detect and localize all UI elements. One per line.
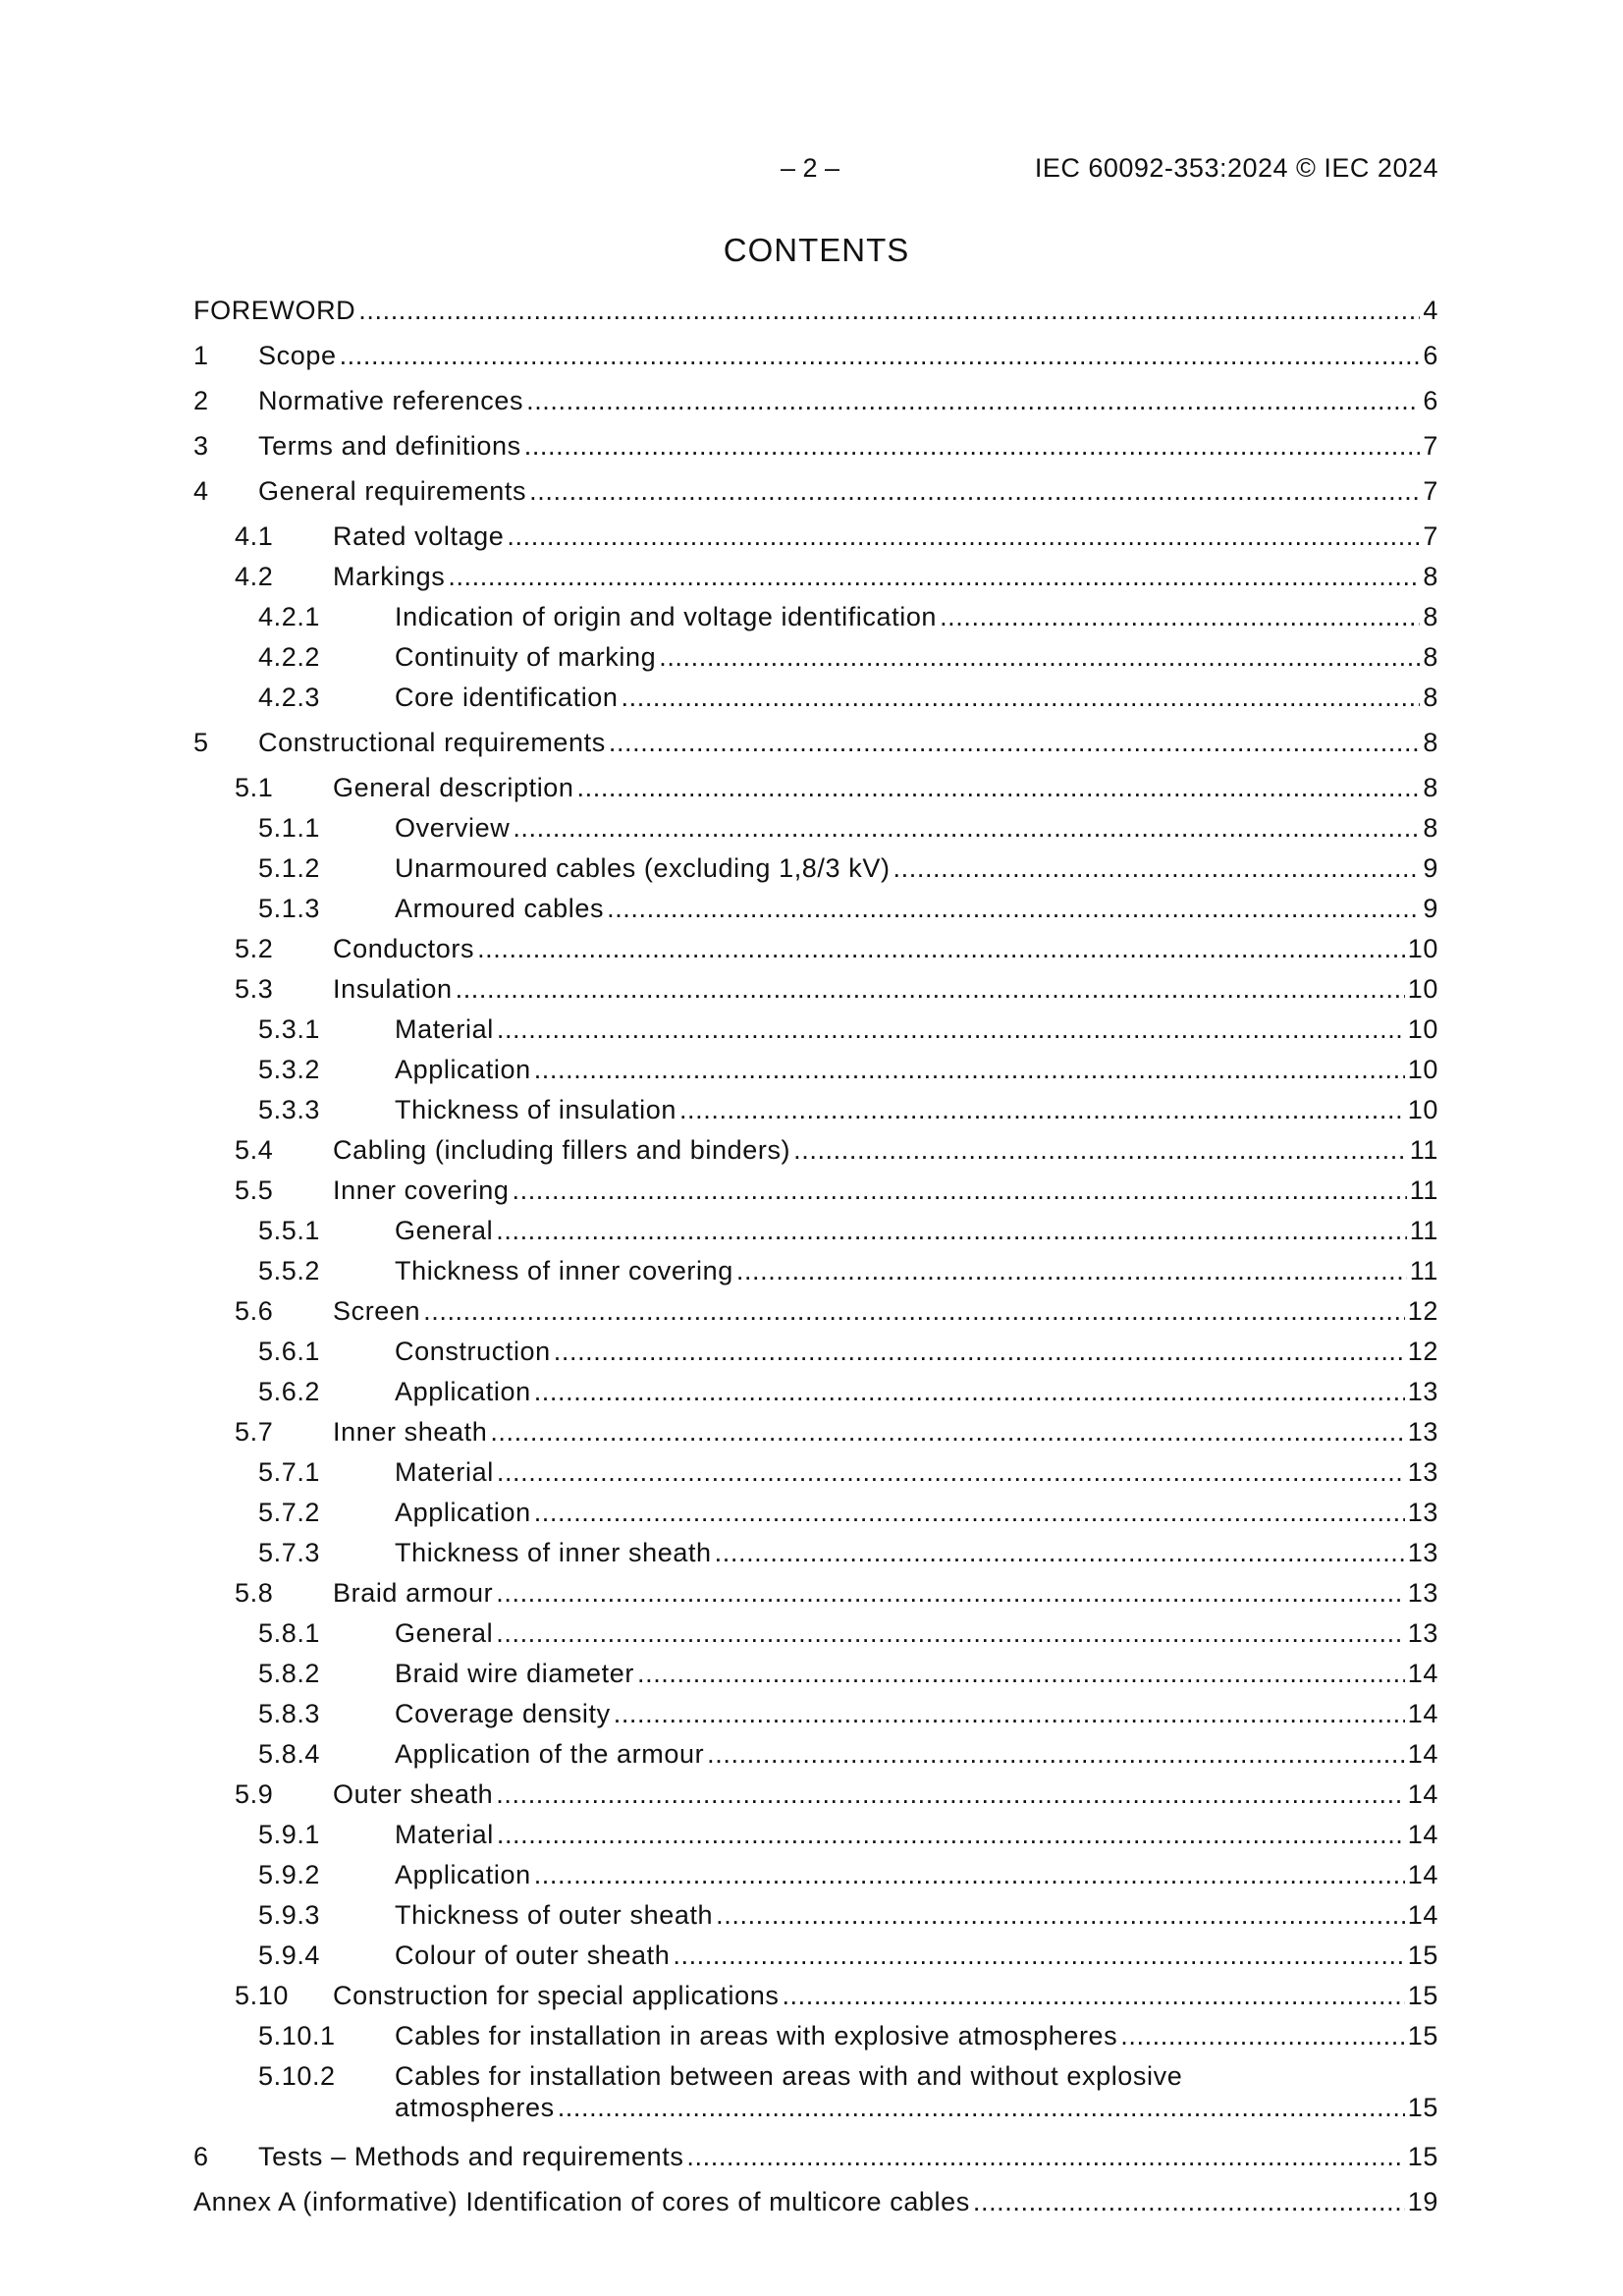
standard-designation: IEC 60092-353:2024 © IEC 2024 xyxy=(1034,153,1438,183)
toc-entry-label: General xyxy=(395,1618,494,1648)
toc-entry-number: 5.5.2 xyxy=(258,1256,321,1285)
toc-entry-number: 5.1.1 xyxy=(258,813,321,843)
toc-entry-number: 5.9.4 xyxy=(258,1941,321,1970)
toc-entry-number: 5.3.1 xyxy=(258,1014,321,1044)
dot-leader xyxy=(496,1577,1405,1609)
toc-entry[interactable] xyxy=(193,1859,1438,1890)
toc-entry-number: 5.6 xyxy=(235,1296,274,1326)
toc-entry-page: 7 xyxy=(1423,476,1438,506)
toc-entry[interactable] xyxy=(193,682,1438,713)
toc-entry[interactable] xyxy=(193,893,1438,924)
dot-leader xyxy=(893,852,1421,884)
toc-entry[interactable] xyxy=(193,1577,1438,1609)
toc-entry-page: 13 xyxy=(1407,1417,1438,1447)
toc-entry-page: 15 xyxy=(1407,1981,1438,2010)
toc-entry-page: 8 xyxy=(1423,642,1438,672)
toc-entry-page: 8 xyxy=(1423,773,1438,802)
toc-entry-page: 12 xyxy=(1407,1296,1438,1326)
toc-entry[interactable] xyxy=(193,933,1438,964)
toc-entry-page: 14 xyxy=(1407,1820,1438,1849)
toc-entry-label: Constructional requirements xyxy=(258,728,606,757)
toc-entry-number: 2 xyxy=(193,386,209,415)
dot-leader xyxy=(448,561,1420,592)
toc-entry[interactable] xyxy=(193,385,1438,416)
toc-entry-page: 10 xyxy=(1407,1014,1438,1044)
toc-entry[interactable] xyxy=(193,1255,1438,1286)
toc-entry[interactable] xyxy=(193,520,1438,552)
dot-leader xyxy=(490,1416,1404,1448)
toc-entry-label: Core identification xyxy=(395,683,619,712)
toc-entry-number: 5.5.1 xyxy=(258,1216,321,1245)
dot-leader xyxy=(716,1899,1405,1931)
dot-leader xyxy=(513,812,1420,844)
toc-entry-page: 13 xyxy=(1407,1618,1438,1648)
toc-entry-number: 4.2.2 xyxy=(258,642,321,672)
toc-entry-label: Annex A (informative) Identification of cores of multicore cables xyxy=(193,2187,970,2216)
toc-entry-number: 5.7.2 xyxy=(258,1498,321,1527)
dot-leader xyxy=(526,385,1420,416)
dot-leader xyxy=(496,1778,1404,1810)
dot-leader xyxy=(534,1376,1405,1407)
dot-leader xyxy=(940,601,1420,632)
toc-entry-number: 5.8.4 xyxy=(258,1739,321,1769)
toc-entry-label-continued: atmospheres xyxy=(395,2093,555,2122)
dot-leader xyxy=(513,1175,1407,1206)
toc-entry[interactable] xyxy=(193,2060,1438,2123)
toc-entry[interactable] xyxy=(193,430,1438,462)
toc-entry-number: 5.7 xyxy=(235,1417,274,1447)
toc-entry-label: Braid wire diameter xyxy=(395,1659,634,1688)
toc-entry-label: Material xyxy=(395,1457,494,1487)
toc-entry-label: FOREWORD xyxy=(193,296,356,325)
toc-entry-page: 7 xyxy=(1423,521,1438,551)
dot-leader xyxy=(496,1215,1407,1246)
toc-entry[interactable] xyxy=(193,1497,1438,1528)
toc-entry-number: 5.4 xyxy=(235,1135,274,1165)
toc-entry[interactable] xyxy=(193,1940,1438,1971)
toc-entry-page: 10 xyxy=(1407,1055,1438,1084)
toc-entry-label: Unarmoured cables (excluding 1,8/3 kV) xyxy=(395,853,891,883)
toc-entry-page: 14 xyxy=(1407,1900,1438,1930)
toc-entry-number: 5.6.2 xyxy=(258,1377,321,1406)
toc-entry-label: General requirements xyxy=(258,476,527,506)
toc-entry-label: Inner sheath xyxy=(333,1417,488,1447)
toc-entry-number: 5.8.2 xyxy=(258,1659,321,1688)
dot-leader xyxy=(659,641,1420,673)
toc-entry-number: 5.5 xyxy=(235,1175,274,1205)
toc-entry-number: 5.9 xyxy=(235,1779,274,1809)
toc-entry[interactable] xyxy=(193,1698,1438,1729)
toc-entry[interactable] xyxy=(193,812,1438,844)
toc-entry-label: Thickness of insulation xyxy=(395,1095,676,1124)
toc-entry-label: Scope xyxy=(258,341,337,370)
toc-entry[interactable] xyxy=(193,1819,1438,1850)
toc-entry-label: Application xyxy=(395,1860,531,1889)
toc-entry-number: 4.1 xyxy=(235,521,274,551)
toc-entry-number: 6 xyxy=(193,2142,209,2171)
toc-entry-label: Overview xyxy=(395,813,511,843)
toc-entry-label: Indication of origin and voltage identification xyxy=(395,602,938,631)
dot-leader xyxy=(497,1819,1405,1850)
toc-entry-label: Terms and definitions xyxy=(258,431,521,461)
toc-entry-page: 8 xyxy=(1423,728,1438,757)
dot-leader xyxy=(1120,2020,1405,2051)
toc-entry-label: Application xyxy=(395,1498,531,1527)
dot-leader xyxy=(637,1658,1405,1689)
toc-entry[interactable] xyxy=(193,1617,1438,1649)
toc-entry-number: 5.8 xyxy=(235,1578,274,1608)
dot-leader xyxy=(973,2186,1405,2217)
toc-entry-label: General description xyxy=(333,773,574,802)
toc-entry[interactable] xyxy=(193,1215,1438,1246)
toc-entry-page: 14 xyxy=(1407,1699,1438,1728)
toc-entry-label: Application xyxy=(395,1377,531,1406)
toc-entry-page: 19 xyxy=(1407,2187,1438,2216)
toc-entry-page: 6 xyxy=(1423,386,1438,415)
toc-entry-number: 5.1.3 xyxy=(258,894,321,923)
toc-entry[interactable] xyxy=(193,1658,1438,1689)
toc-entry-number: 5.8.3 xyxy=(258,1699,321,1728)
toc-entry[interactable] xyxy=(193,1738,1438,1770)
toc-entry-label: Coverage density xyxy=(395,1699,611,1728)
toc-entry-number: 5.3 xyxy=(235,974,274,1004)
toc-entry-label: Outer sheath xyxy=(333,1779,494,1809)
toc-entry-label: Armoured cables xyxy=(395,894,605,923)
dot-leader xyxy=(607,893,1420,924)
dot-leader xyxy=(715,1537,1405,1568)
toc-entry-page: 7 xyxy=(1423,431,1438,461)
toc-entry[interactable] xyxy=(193,340,1438,371)
toc-entry-label: Application xyxy=(395,1055,531,1084)
toc-entry-page: 13 xyxy=(1407,1538,1438,1567)
dot-leader xyxy=(614,1698,1405,1729)
toc-entry[interactable] xyxy=(193,1899,1438,1931)
toc-entry-page: 14 xyxy=(1407,1659,1438,1688)
toc-entry-page: 8 xyxy=(1423,813,1438,843)
toc-entry[interactable] xyxy=(193,1175,1438,1206)
dot-leader xyxy=(529,475,1420,507)
dot-leader xyxy=(622,682,1421,713)
toc-entry-number: 5.1 xyxy=(235,773,274,802)
toc-entry-number: 5.10.2 xyxy=(258,2061,336,2091)
toc-entry-label: Markings xyxy=(333,562,446,591)
toc-entry-page: 11 xyxy=(1409,1135,1438,1165)
toc-entry-label: Cables for installation in areas with explosive atmospheres xyxy=(395,2021,1118,2050)
toc-entry-number: 4.2.3 xyxy=(258,683,321,712)
toc-entry-label: Insulation xyxy=(333,974,453,1004)
toc-entry[interactable] xyxy=(193,2020,1438,2051)
dot-leader xyxy=(609,727,1421,758)
toc-entry-page: 8 xyxy=(1423,562,1438,591)
toc-entry-page: 12 xyxy=(1407,1337,1438,1366)
dot-leader xyxy=(707,1738,1405,1770)
toc-entry-label: Material xyxy=(395,1820,494,1849)
dot-leader xyxy=(736,1255,1407,1286)
toc-entry[interactable] xyxy=(193,2141,1438,2172)
toc-entry[interactable] xyxy=(193,475,1438,507)
toc-entry-label: Thickness of inner sheath xyxy=(395,1538,712,1567)
toc-entry-page: 8 xyxy=(1423,602,1438,631)
toc-entry[interactable] xyxy=(193,1094,1438,1125)
toc-entry-label: Rated voltage xyxy=(333,521,505,551)
toc-entry-number: 5.8.1 xyxy=(258,1618,321,1648)
toc-entry-label: Cables for installation between areas with and without explosive xyxy=(395,2061,1183,2091)
page-number: – 2 – xyxy=(781,153,840,183)
toc-entry-label: General xyxy=(395,1216,494,1245)
toc-entry-page: 10 xyxy=(1407,974,1438,1004)
toc-entry[interactable] xyxy=(193,641,1438,673)
toc-entry-number: 5.10.1 xyxy=(258,2021,336,2050)
toc-entry-page: 14 xyxy=(1407,1860,1438,1889)
toc-entry-label: Thickness of inner covering xyxy=(395,1256,733,1285)
dot-leader xyxy=(456,973,1405,1005)
toc-entry[interactable] xyxy=(193,772,1438,803)
dot-leader xyxy=(358,295,1420,326)
toc-entry-number: 5.2 xyxy=(235,934,274,963)
toc-entry-label: Conductors xyxy=(333,934,475,963)
toc-entry-page: 13 xyxy=(1407,1498,1438,1527)
toc-entry-page: 8 xyxy=(1423,683,1438,712)
toc-entry-label: Application of the armour xyxy=(395,1739,705,1769)
dot-leader xyxy=(534,1859,1405,1890)
toc-entry-label: Construction for special applications xyxy=(333,1981,780,2010)
toc-entry[interactable] xyxy=(193,1980,1438,2011)
toc-entry[interactable] xyxy=(193,1376,1438,1407)
toc-entry[interactable] xyxy=(193,1295,1438,1327)
toc-entry[interactable] xyxy=(193,561,1438,592)
toc-entry[interactable] xyxy=(193,601,1438,632)
toc-entry-page: 4 xyxy=(1423,296,1438,325)
toc-entry[interactable] xyxy=(193,1013,1438,1045)
toc-entry-page: 13 xyxy=(1407,1578,1438,1608)
dot-leader xyxy=(534,1497,1405,1528)
dot-leader xyxy=(423,1295,1405,1327)
dot-leader xyxy=(686,2141,1404,2172)
toc-entry[interactable] xyxy=(193,295,1438,326)
dot-leader xyxy=(793,1134,1407,1166)
toc-entry-number: 5.9.1 xyxy=(258,1820,321,1849)
toc-entry-page: 13 xyxy=(1407,1457,1438,1487)
toc-entry-page: 10 xyxy=(1407,1095,1438,1124)
toc-entry-number: 5.7.3 xyxy=(258,1538,321,1567)
toc-entry-label: Inner covering xyxy=(333,1175,510,1205)
toc-entry-number: 1 xyxy=(193,341,209,370)
toc-entry-number: 3 xyxy=(193,431,209,461)
contents-title: CONTENTS xyxy=(723,232,910,268)
toc-entry-page: 13 xyxy=(1407,1377,1438,1406)
toc-entry-number: 5 xyxy=(193,728,209,757)
toc-entry[interactable] xyxy=(193,852,1438,884)
dot-leader xyxy=(340,340,1421,371)
dot-leader xyxy=(507,520,1420,552)
toc-entry[interactable] xyxy=(193,727,1438,758)
toc-entry-page: 15 xyxy=(1407,2142,1438,2171)
dot-leader xyxy=(534,1054,1405,1085)
toc-entry-number: 4.2.1 xyxy=(258,602,321,631)
toc-entry[interactable] xyxy=(193,1416,1438,1448)
toc-entry-page: 14 xyxy=(1407,1739,1438,1769)
toc-entry-number: 5.9.3 xyxy=(258,1900,321,1930)
dot-leader xyxy=(577,772,1421,803)
toc-entry-page: 11 xyxy=(1409,1216,1438,1245)
toc-entry-page: 14 xyxy=(1407,1779,1438,1809)
toc-entry-label: Cabling (including fillers and binders) xyxy=(333,1135,791,1165)
toc-entry-page: 15 xyxy=(1407,2093,1438,2122)
dot-leader xyxy=(477,933,1405,964)
toc-entry-number: 5.10 xyxy=(235,1981,289,2010)
toc-entry-page: 9 xyxy=(1423,894,1438,923)
toc-entry-page: 15 xyxy=(1407,1941,1438,1970)
dot-leader xyxy=(524,430,1421,462)
toc-entry-label: Construction xyxy=(395,1337,551,1366)
dot-leader xyxy=(679,1094,1405,1125)
toc-entry-label: Normative references xyxy=(258,386,524,415)
toc-entry-page: 10 xyxy=(1407,934,1438,963)
toc-entry-label: Colour of outer sheath xyxy=(395,1941,671,1970)
toc-entry-number: 5.9.2 xyxy=(258,1860,321,1889)
toc-entry-number: 5.7.1 xyxy=(258,1457,321,1487)
dot-leader xyxy=(558,2092,1405,2123)
toc-entry-page: 11 xyxy=(1409,1175,1438,1205)
dot-leader xyxy=(496,1617,1405,1649)
toc-entry[interactable] xyxy=(193,1537,1438,1568)
toc-entry-label: Braid armour xyxy=(333,1578,494,1608)
toc-entry-label: Thickness of outer sheath xyxy=(395,1900,714,1930)
dot-leader xyxy=(497,1013,1405,1045)
toc-entry[interactable] xyxy=(193,973,1438,1005)
toc-entry[interactable] xyxy=(193,1054,1438,1085)
toc-entry[interactable] xyxy=(193,1456,1438,1488)
toc-entry-number: 5.3.3 xyxy=(258,1095,321,1124)
toc-entry-number: 5.3.2 xyxy=(258,1055,321,1084)
toc-entry-number: 5.1.2 xyxy=(258,853,321,883)
toc-entry[interactable] xyxy=(193,1336,1438,1367)
toc-entry-label: Screen xyxy=(333,1296,421,1326)
toc-entry[interactable] xyxy=(193,1134,1438,1166)
toc-entry-number: 4.2 xyxy=(235,562,274,591)
toc-entry-page: 11 xyxy=(1409,1256,1438,1285)
toc-entry-page: 15 xyxy=(1407,2021,1438,2050)
toc-entry[interactable] xyxy=(193,1778,1438,1810)
dot-leader xyxy=(782,1980,1404,2011)
toc-entry-number: 5.6.1 xyxy=(258,1337,321,1366)
dot-leader xyxy=(554,1336,1405,1367)
toc-entry-label: Continuity of marking xyxy=(395,642,657,672)
toc-entry-page: 9 xyxy=(1423,853,1438,883)
dot-leader xyxy=(673,1940,1404,1971)
toc-entry-label: Material xyxy=(395,1014,494,1044)
toc-entry-number: 4 xyxy=(193,476,209,506)
toc-entry[interactable] xyxy=(193,2186,1438,2217)
toc-entry-label: Tests – Methods and requirements xyxy=(258,2142,684,2171)
dot-leader xyxy=(497,1456,1405,1488)
toc-entry-page: 6 xyxy=(1423,341,1438,370)
